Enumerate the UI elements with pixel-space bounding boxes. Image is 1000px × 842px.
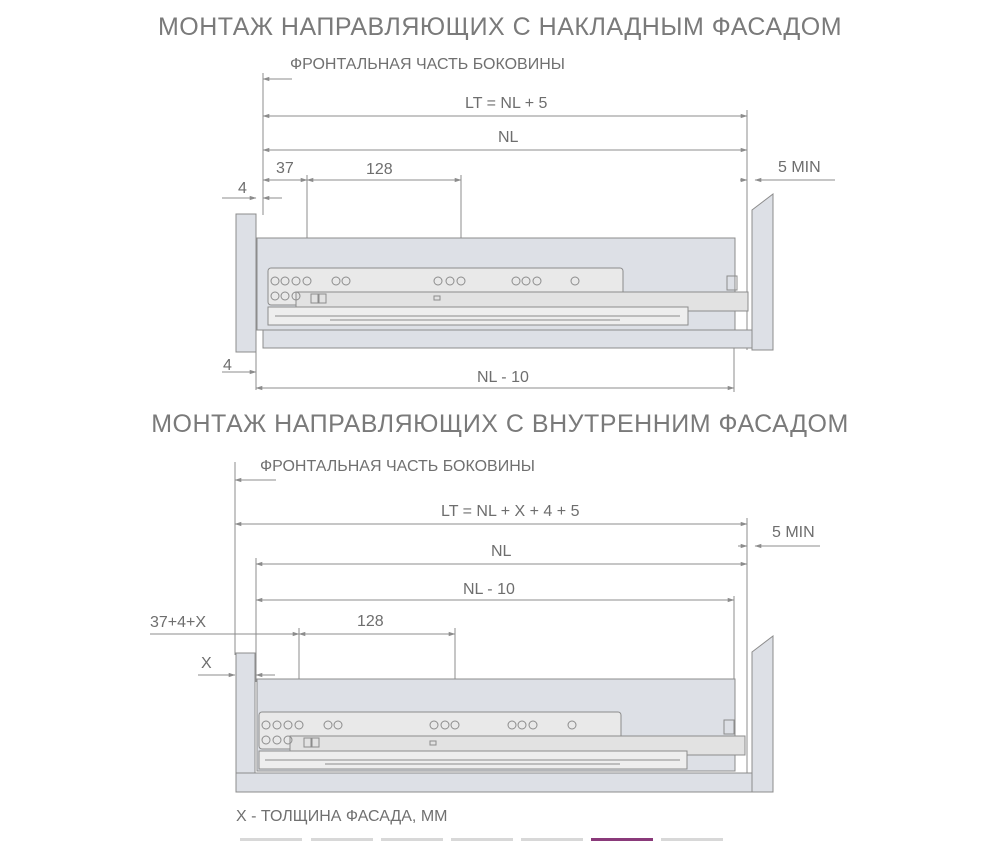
gallery-tab[interactable] (661, 838, 723, 841)
facade-thickness-footnote: X - ТОЛЩИНА ФАСАДА, ММ (236, 808, 448, 825)
top-5min-label: 5 MIN (778, 159, 821, 176)
gallery-tab[interactable] (240, 838, 302, 841)
top-nl-minus-10-label: NL - 10 (477, 369, 529, 386)
bottom-nl-minus-10-label: NL - 10 (463, 581, 515, 598)
gallery-tab[interactable] (381, 838, 443, 841)
bottom-5min-label: 5 MIN (772, 524, 815, 541)
top-128-label: 128 (366, 161, 393, 178)
gallery-tab[interactable] (451, 838, 513, 841)
gallery-tab[interactable] (311, 838, 373, 841)
gallery-tab-active[interactable] (591, 838, 653, 841)
top-nl-label: NL (498, 129, 519, 146)
bottom-x-label: X (201, 655, 212, 672)
top-drawing (222, 73, 835, 392)
bottom-nl-label: NL (491, 543, 512, 560)
bottom-128-label: 128 (357, 613, 384, 630)
top-diagram-title: МОНТАЖ НАПРАВЛЯЮЩИХ С НАКЛАДНЫМ ФАСАДОМ (157, 13, 843, 41)
top-4-bottom-label: 4 (223, 357, 232, 374)
top-lt-label: LT = NL + 5 (465, 95, 548, 112)
bottom-diagram-title: МОНТАЖ НАПРАВЛЯЮЩИХ С ВНУТРЕННИМ ФАСАДОМ (151, 410, 849, 438)
top-4-label: 4 (238, 180, 247, 197)
gallery-tab[interactable] (521, 838, 583, 841)
bottom-lt-label: LT = NL + X + 4 + 5 (441, 503, 580, 520)
top-front-caption: ФРОНТАЛЬНАЯ ЧАСТЬ БОКОВИНЫ (290, 56, 565, 73)
bottom-front-caption: ФРОНТАЛЬНАЯ ЧАСТЬ БОКОВИНЫ (260, 458, 535, 475)
top-37-label: 37 (276, 160, 294, 177)
bottom-37-4-x-label: 37+4+X (150, 614, 207, 631)
